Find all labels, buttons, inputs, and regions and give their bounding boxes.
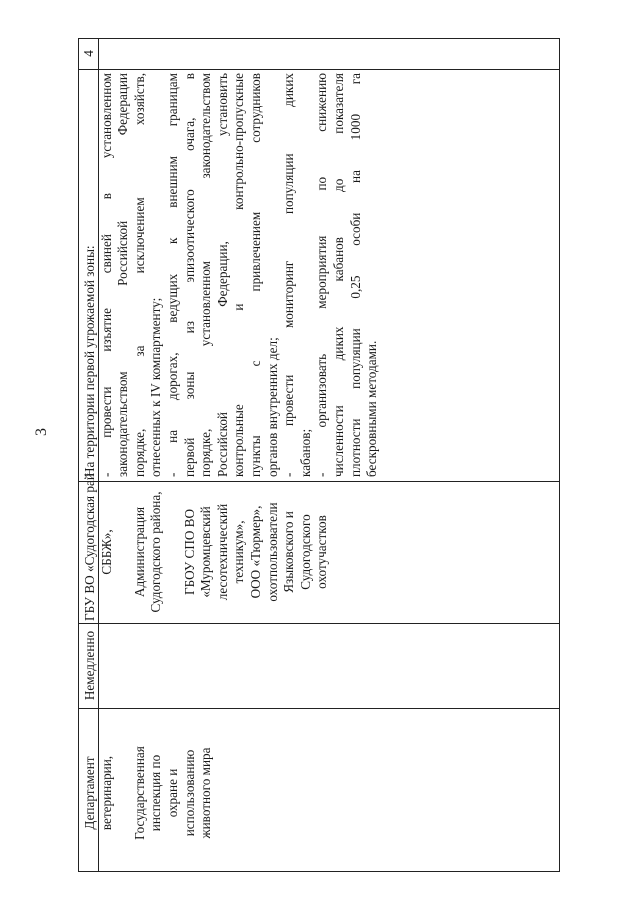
responsible-line: использованию (181, 749, 197, 837)
deadline-text: Немедленно (82, 630, 97, 701)
executor-line: Судогодского (297, 514, 313, 590)
measure-line: - провести мониторинг популяции диких (281, 73, 297, 477)
executor-line: охотпользователи (264, 502, 280, 602)
row-number-cell (78, 38, 98, 69)
measure-line: - организовать мероприятия по снижению (314, 73, 330, 477)
responsible-cell (78, 708, 559, 871)
measure-line: - провести изъятие свиней в установленном (98, 73, 114, 477)
measures-cell (78, 69, 559, 481)
executors-cell (78, 473, 559, 623)
responsible-line: охране и (164, 768, 180, 818)
measure-line: порядке, за исключением хозяйств, (131, 73, 147, 477)
executor-line (115, 483, 132, 621)
deadline-cell (78, 623, 559, 708)
page-number: 3 (33, 428, 50, 436)
measure-line: первой зоны из эпизоотического очага, в (181, 73, 197, 477)
responsible-line: Государственная (131, 746, 147, 840)
measure-line: органов внутренних дел; (264, 337, 280, 477)
measure-line: пункты с привлечением сотрудников (247, 73, 263, 477)
responsible-line: инспекция по (148, 754, 164, 832)
executor-line: охотучастков (314, 515, 330, 589)
measure-line: кабанов; (297, 428, 313, 477)
measure-line: порядке, установленном законодательством (198, 73, 214, 477)
measure-line: контрольные и контрольно-пропускные (231, 73, 247, 477)
responsible-line (115, 718, 132, 868)
responsible-line: Департамент (82, 756, 97, 830)
row-number: 4 (81, 50, 96, 57)
executor-line: Судогодского района, (148, 491, 164, 613)
measures-table (78, 38, 560, 872)
executor-line: техникум», (231, 520, 247, 584)
executor-line: ГБОУ СПО ВО (181, 509, 197, 595)
executor-line: лесотехнический (214, 503, 230, 601)
executor-line: СББЖ», (98, 529, 114, 575)
executors-list (82, 473, 331, 621)
measure-line: Российской Федерации, установить (214, 73, 230, 477)
measure-line: - на дорогах, ведущих к внешним границам (164, 73, 180, 477)
measures-heading: На территории первой угрожаемой зоны: (82, 245, 97, 477)
measure-line: численности диких кабанов до показателя (330, 73, 346, 477)
responsible-line: животного мира (198, 747, 214, 839)
responsible-line: ветеринарии, (98, 755, 114, 831)
measure-line: бескровными методами. (364, 340, 380, 477)
measures-list (99, 73, 381, 477)
responsible-list (82, 718, 215, 868)
executor-line: ООО «Тюрмер», (247, 505, 263, 599)
executor-line: «Муромцевский (198, 506, 214, 598)
executor-line (165, 483, 182, 621)
executor-line: Языковского и (281, 511, 297, 593)
measure-line: плотности популяции 0,25 особи на 1000 га (347, 73, 363, 477)
executor-line: Администрация (131, 506, 147, 598)
measure-line: законодательством Российской Федерации (115, 73, 131, 477)
measure-line: отнесенных к IV компартменту; (148, 297, 164, 477)
executor-line: ГБУ ВО «Судогодская рай (82, 473, 97, 621)
